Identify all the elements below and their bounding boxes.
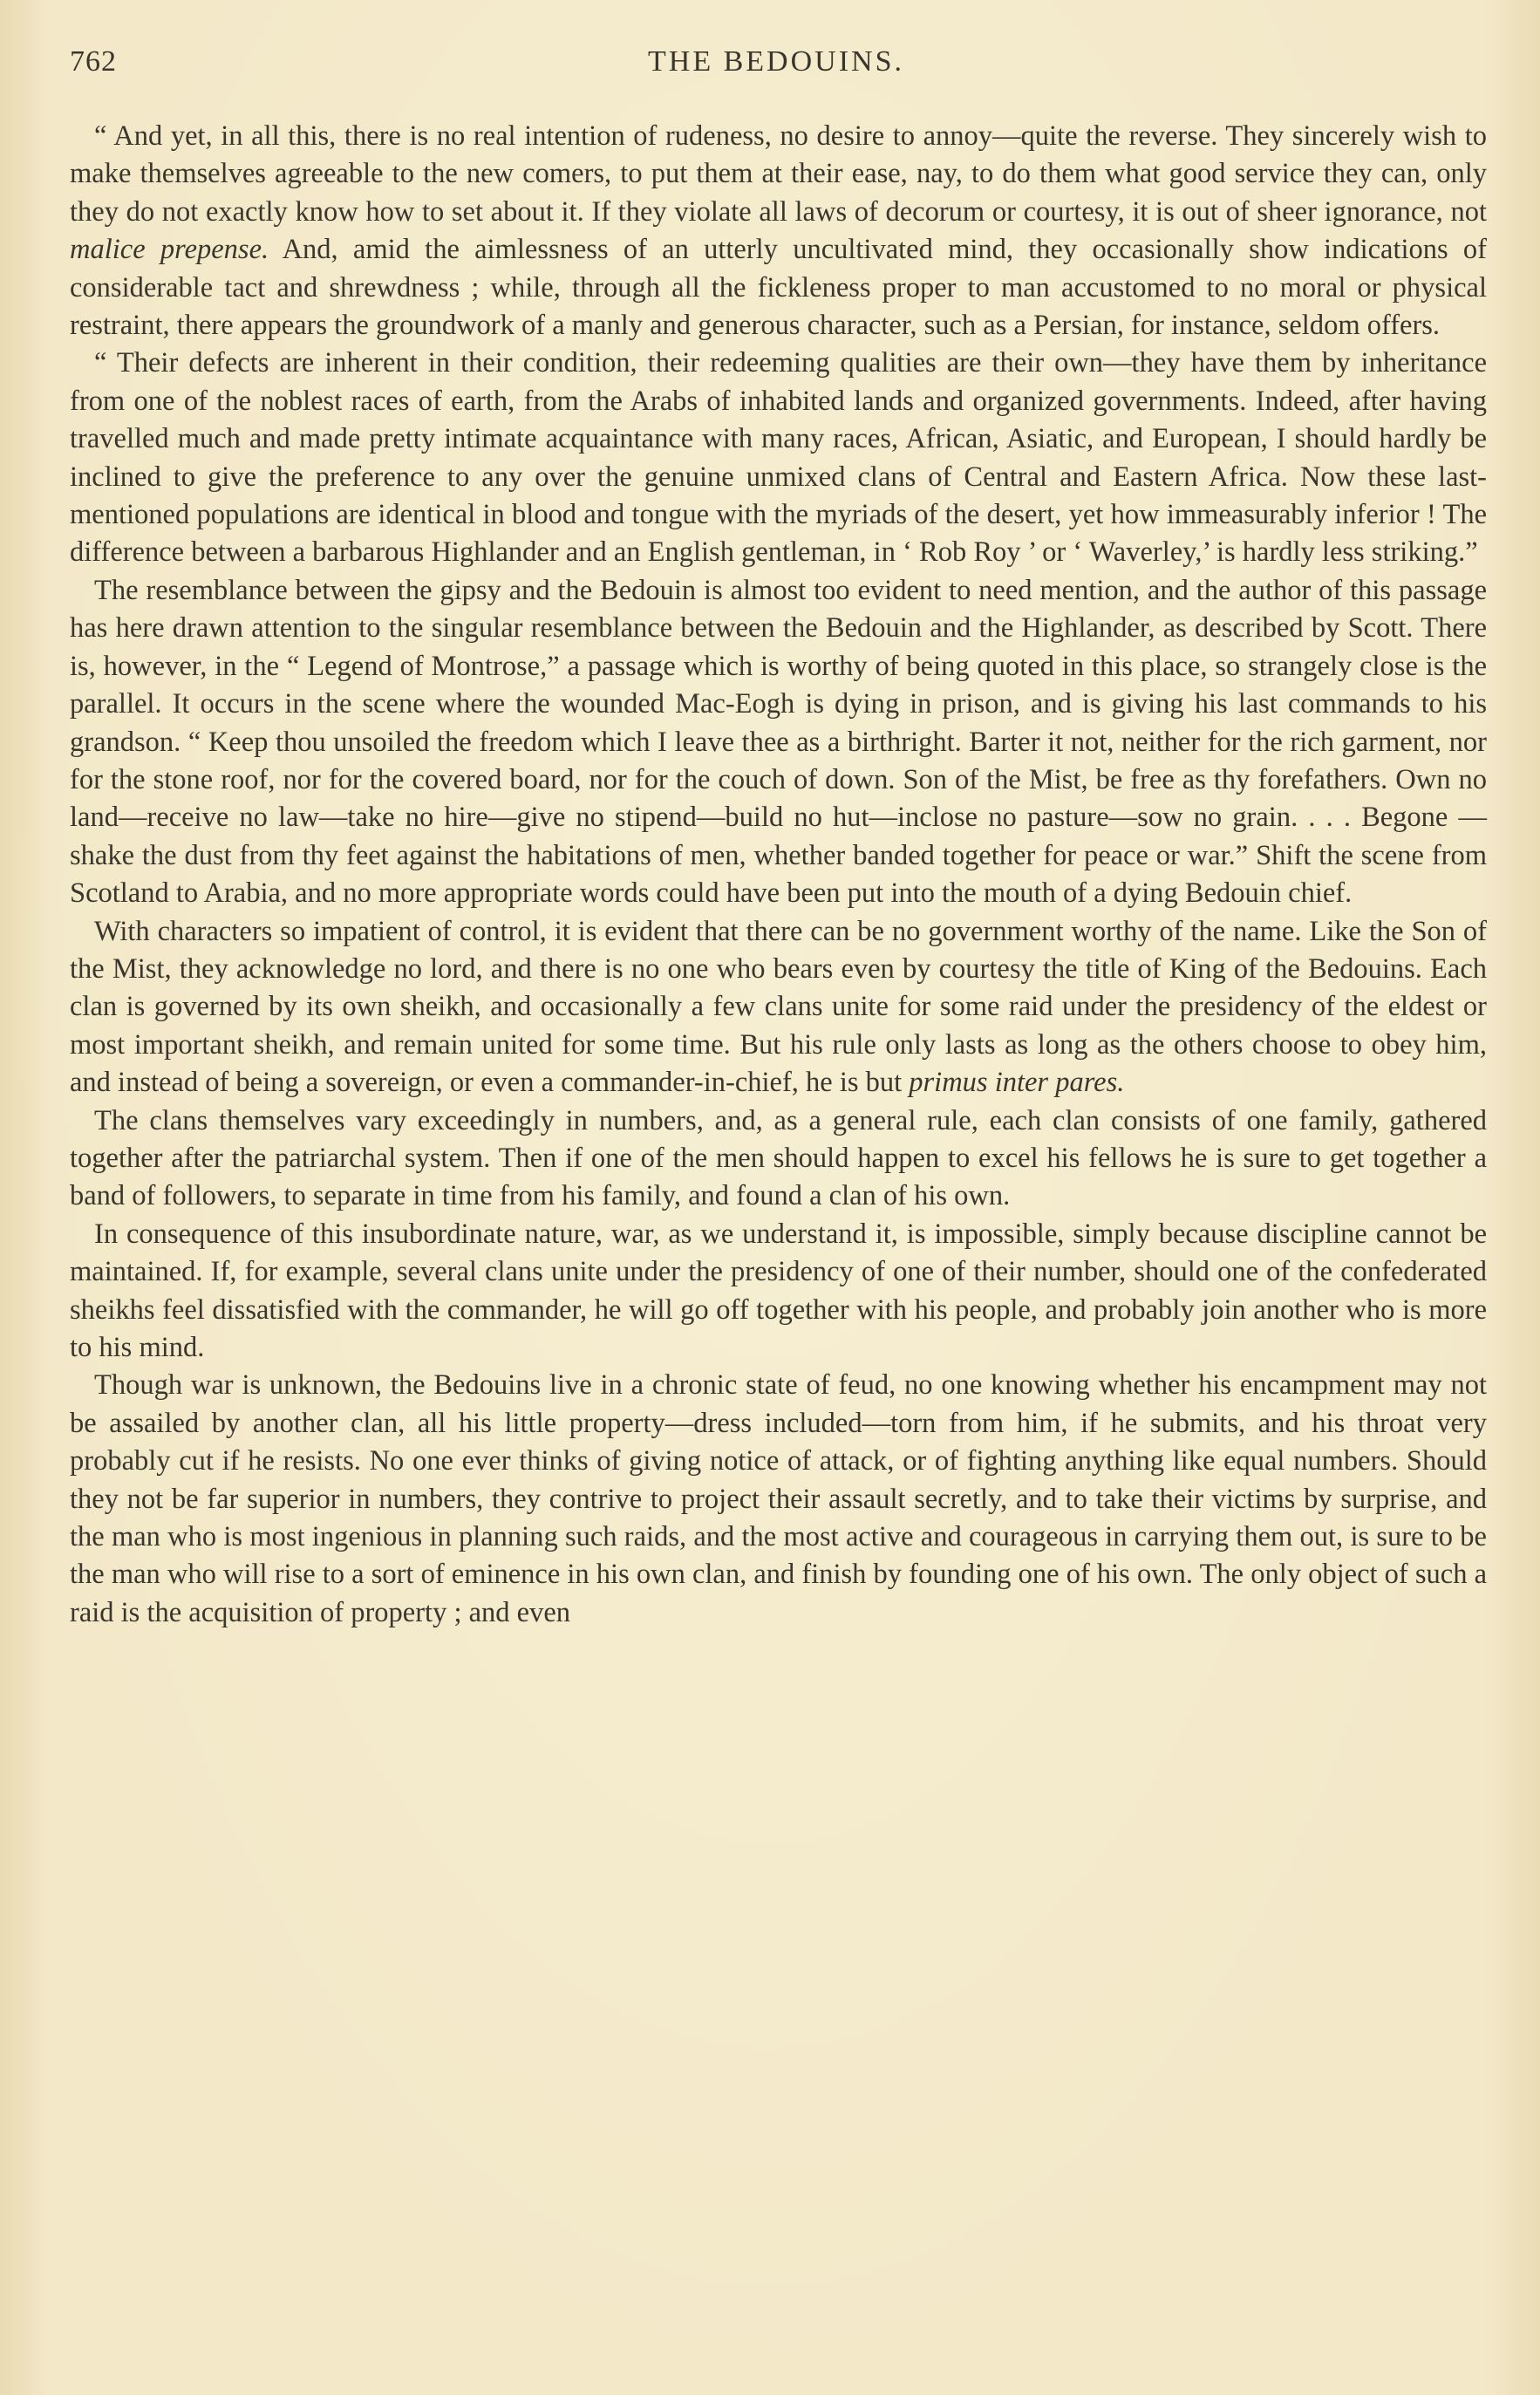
paragraph-2 bbox=[70, 345, 1487, 571]
body-text bbox=[70, 118, 1487, 1632]
running-head: THE BEDOUINS. bbox=[648, 45, 904, 78]
italic-phrase-primus-inter-pares: primus inter pares. bbox=[909, 1067, 1125, 1099]
paragraph-4-text: With characters so impatient of control, it is evident that there can be no government worthy of the name. Like the Son of the Mist, they acknowledge no lord, and there is no one who bears even by courtesy the title of King of the Bedouins. Each clan is governed by its own sheikh, and occasionally a few clans unite for some raid under the presidency of the eldest or most important sheikh, and remain united for some time. But his rule only lasts as long as the others choose to obey him, and instead of being a sovereign, or even a commander-in-chief, he is but bbox=[70, 915, 1487, 1099]
paragraph-3 bbox=[70, 572, 1487, 913]
paragraph-6-text: In consequence of this insubordinate nature, war, as we understand it, is impossible, simply because discipline cannot be maintained. If, for example, several clans unite under the presidency of one of their number, should one of the confederated sheikhs feel dissatisfied with the commander, he will go off together with his people, and probably join another who is more to his mind. bbox=[70, 1218, 1487, 1363]
paragraph-6 bbox=[70, 1216, 1487, 1368]
paragraph-5 bbox=[70, 1102, 1487, 1216]
paragraph-3-text: The resemblance between the gipsy and the Bedouin is almost too evident to need mention, and the author of this passage has here drawn attention to the singular resemblance between the Bedouin and the Highlander, as described by Scott. There is, however, in the “ Legend of Montrose,” a passage which is worthy of being quoted in this place, so strangely close is the parallel. It occurs in the scene where the wounded Mac-Eogh is dying in prison, and is giving his last commands to his grandson. “ Keep thou unsoiled the freedom which I leave thee as a birthright. Barter it not, neither for the rich garment, nor for the stone roof, nor for the covered board, nor for the couch of down. Son of the Mist, be free as thy forefathers. Own no land—receive no law—take no hire—give no stipend—build no hut—inclose no pasture—sow no grain. . . . Begone —shake the dust from thy feet against the habitations of men, whether banded together for peace or war.” Shift the scene from Scotland to Arabia, and no more appropriate words could have been put into the mouth of a dying Bedouin chief. bbox=[70, 574, 1487, 910]
paragraph-2-text: “ Their defects are inherent in their condition, their redeeming qualities are their own—they have them by inheritance from one of the noblest races of earth, from the Arabs of inhabited lands and organized governments. Indeed, after having travelled much and made pretty intimate acquaintance with many races, African, Asiatic, and European, I should hardly be inclined to give the preference to any over the genuine unmixed clans of Central and Eastern Africa. Now these last-mentioned populations are identical in blood and tongue with the myriads of the desert, yet how immeasurably inferior ! The difference between a barbarous Highlander and an English gentleman, in ‘ Rob Roy ’ or ‘ Waverley,’ is hardly less striking.” bbox=[70, 347, 1487, 569]
paragraph-5-text: The clans themselves vary exceedingly in numbers, and, as a general rule, each clan consists of one family, gathered together after the patriarchal system. Then if one of the men should happen to excel his fellows he is sure to get together a band of followers, to separate in time from his family, and found a clan of his own. bbox=[70, 1104, 1487, 1212]
paragraph-7-text: Though war is unknown, the Bedouins live in a chronic state of feud, no one knowing whether his encampment may not be assailed by another clan, all his little property—dress included—torn from him, if he submits, and his throat very probably cut if he resists. No one ever thinks of giving notice of attack, or of fighting anything like equal numbers. Should they not be far superior in numbers, they contrive to project their assault secretly, and to take their victims by surprise, and the man who is most ingenious in planning such raids, and the most active and courageous in carrying them out, is sure to be the man who will rise to a sort of eminence in his own clan, and finish by founding one of his own. The only object of such a raid is the acquisition of property ; and even bbox=[70, 1369, 1487, 1628]
paragraph-1-text-continued: And, amid the aimlessness of an utterly uncultivated mind, they occasionally show indications of considerable tact and shrewdness ; while, through all the fickleness proper to man accustomed to no moral or physical restraint, there appears the groundwork of a manly and generous character, such as a Persian, for instance, seldom offers. bbox=[70, 234, 1487, 342]
paragraph-4 bbox=[70, 913, 1487, 1102]
paragraph-1-text: “ And yet, in all this, there is no real intention of rudeness, no desire to annoy—quite the reverse. They sincerely wish to make themselves agreeable to the new comers, to put them at their ease, nay, to do them what good service they can, only they do not exactly know how to set about it. If they violate all laws of decorum or courtesy, it is out of sheer ignorance, not bbox=[70, 120, 1487, 228]
page-header bbox=[70, 45, 1482, 89]
page-number: 762 bbox=[70, 45, 117, 78]
paragraph-7 bbox=[70, 1367, 1487, 1632]
paragraph-1 bbox=[70, 118, 1487, 345]
italic-phrase-malice-prepense: malice prepense. bbox=[70, 234, 269, 266]
